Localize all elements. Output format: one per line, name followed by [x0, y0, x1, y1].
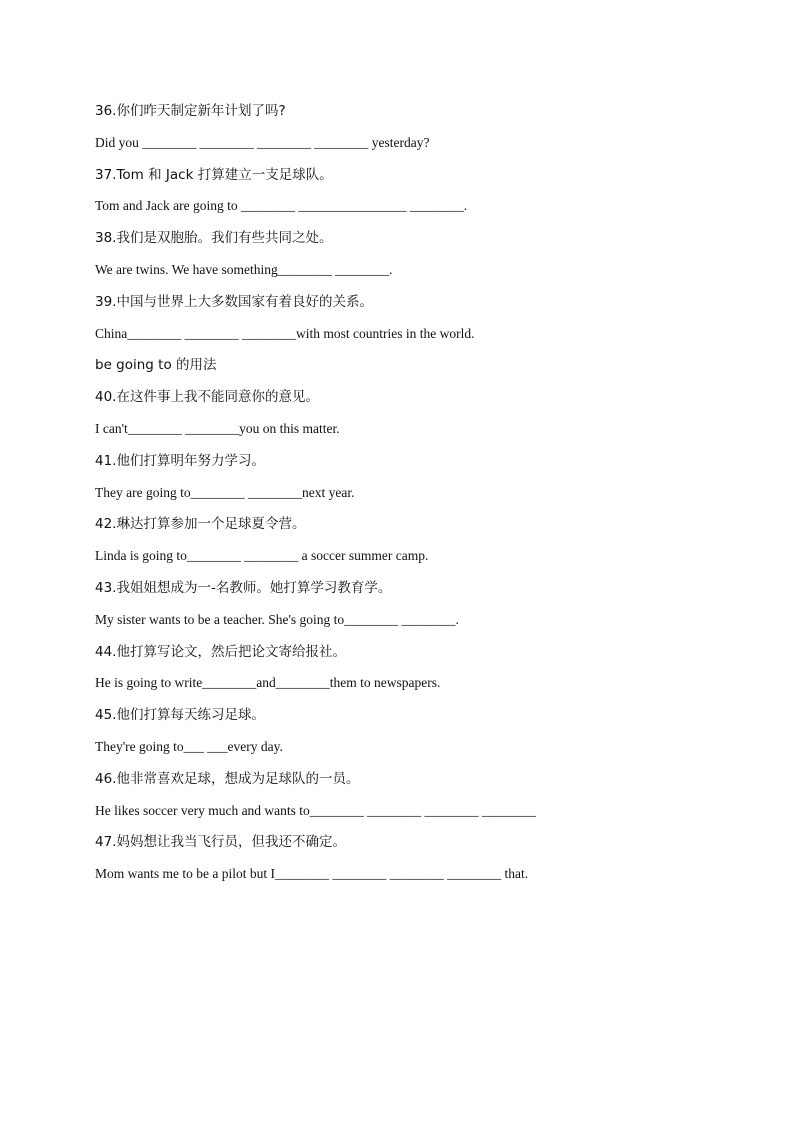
question-45-prompt: 45.他们打算每天练习足球。: [95, 707, 265, 724]
question-44-answer-line: He is going to write________and________them to newspapers.: [95, 675, 441, 691]
question-36-prompt: 36.你们昨天制定新年计划了吗?: [95, 103, 286, 119]
question-46-answer-line: He likes soccer very much and wants to________ ________ ________ ________: [95, 802, 536, 818]
question-38-answer-line: We are twins. We have something________ ________.: [95, 261, 393, 277]
question-40-prompt: 40.在这件事上我不能同意你的意见。: [95, 389, 319, 406]
question-39-prompt: 39.中国与世界上大多数国家有着良好的关系。: [95, 293, 373, 310]
question-47-answer-line: Mom wants me to be a pilot but I________ ________ ________ ________ that.: [95, 866, 529, 882]
question-38-prompt: 38.我们是双胞胎。我们有些共同之处。: [95, 230, 333, 247]
exercise-list: [95, 101, 735, 896]
question-39-answer-line: China________ ________ ________with most countries in the world.: [95, 325, 475, 341]
question-44-prompt: 44.他打算写论文，然后把论文寄给报社。: [95, 643, 346, 660]
question-42-prompt: 42.琳达打算参加一个足球夏令营。: [95, 516, 306, 533]
question-43-answer-line: My sister wants to be a teacher. She's going to________ ________.: [95, 611, 459, 627]
question-41-answer-line: They are going to________ ________next year.: [95, 484, 355, 500]
section-heading: be going to 的用法: [95, 357, 217, 374]
question-37-answer-line: Tom and Jack are going to ________ ________________ ________.: [95, 198, 468, 214]
question-37-prompt: 37.Tom 和 Jack 打算建立一支足球队。: [95, 166, 333, 183]
question-45-answer-line: They're going to___ ___every day.: [95, 738, 283, 754]
question-43-prompt: 43.我姐姐想成为一-名教师。她打算学习教育学。: [95, 579, 392, 596]
question-36-answer-line: Did you ________ ________ ________ ________ yesterday?: [95, 134, 430, 150]
question-41-prompt: 41.他们打算明年努力学习。: [95, 452, 265, 469]
question-47-prompt: 47.妈妈想让我当飞行员，但我还不确定。: [95, 834, 346, 851]
question-42-answer-line: Linda is going to________ ________ a soccer summer camp.: [95, 548, 429, 564]
question-40-answer-line: I can't________ ________you on this matter.: [95, 420, 340, 436]
question-46-prompt: 46.他非常喜欢足球，想成为足球队的一员。: [95, 770, 360, 787]
